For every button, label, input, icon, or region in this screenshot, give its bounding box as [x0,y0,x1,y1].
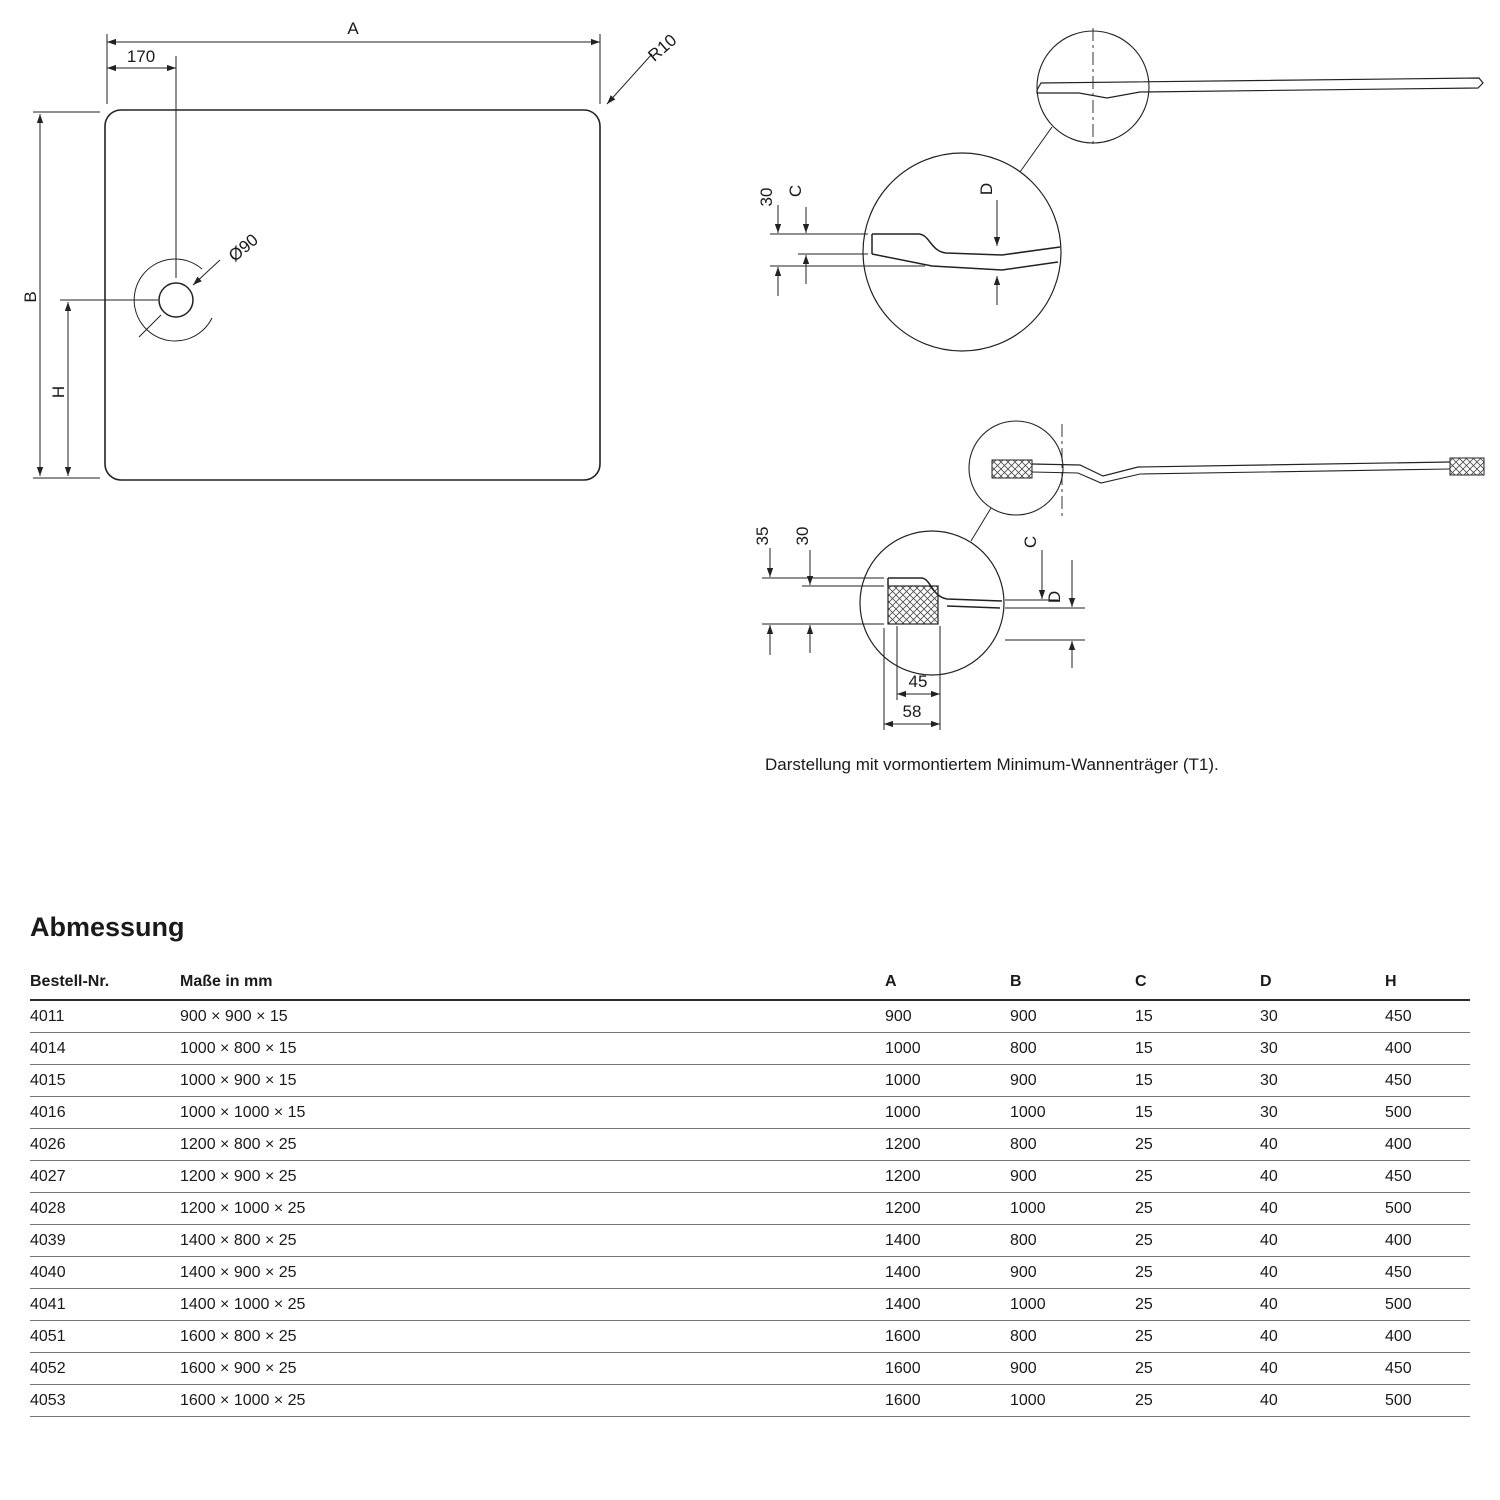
value-cell: 800 [1010,1321,1135,1353]
value-cell: 1000 × 800 × 15 [180,1033,885,1065]
value-cell: 1200 [885,1161,1010,1193]
order-number-cell: 4041 [30,1289,180,1321]
value-cell: 1000 [885,1033,1010,1065]
value-cell: 500 [1385,1289,1470,1321]
table-row [30,1321,1470,1353]
table-row [30,1161,1470,1193]
value-cell: 40 [1260,1129,1385,1161]
col-header-b: B [1010,967,1135,1000]
value-cell: 900 × 900 × 15 [180,1000,885,1033]
value-cell: 400 [1385,1225,1470,1257]
value-cell: 400 [1385,1033,1470,1065]
value-cell: 1000 × 1000 × 15 [180,1097,885,1129]
value-cell: 1600 [885,1385,1010,1417]
value-cell: 1400 [885,1289,1010,1321]
order-number-cell: 4027 [30,1161,180,1193]
value-cell: 25 [1135,1129,1260,1161]
value-cell: 1000 [885,1097,1010,1129]
value-cell: 15 [1135,1065,1260,1097]
dim-h-label: H [49,385,68,399]
value-cell: 25 [1135,1321,1260,1353]
value-cell: 25 [1135,1353,1260,1385]
col-header-c: C [1135,967,1260,1000]
value-cell: 15 [1135,1000,1260,1033]
detail-circle-large [863,153,1061,351]
value-cell: 40 [1260,1161,1385,1193]
value-cell: 1600 [885,1353,1010,1385]
value-cell: 1000 [1010,1289,1135,1321]
value-cell: 1400 × 800 × 25 [180,1225,885,1257]
value-cell: 1000 [885,1065,1010,1097]
value-cell: 1400 [885,1257,1010,1289]
order-number-cell: 4014 [30,1033,180,1065]
value-cell: 1000 × 900 × 15 [180,1065,885,1097]
value-cell: 1200 [885,1193,1010,1225]
value-cell: 1000 [1010,1193,1135,1225]
value-cell: 25 [1135,1289,1260,1321]
value-cell: 25 [1135,1161,1260,1193]
value-cell: 900 [885,1000,1010,1033]
order-number-cell: 4016 [30,1097,180,1129]
value-cell: 800 [1010,1129,1135,1161]
value-cell: 40 [1260,1225,1385,1257]
value-cell: 1600 × 900 × 25 [180,1353,885,1385]
order-number-cell: 4040 [30,1257,180,1289]
dim-r10-label: R10 [644,30,681,66]
table-row [30,1129,1470,1161]
value-cell: 500 [1385,1385,1470,1417]
value-cell: 40 [1260,1193,1385,1225]
value-cell: 1600 × 1000 × 25 [180,1385,885,1417]
table-row [30,1193,1470,1225]
order-number-cell: 4052 [30,1353,180,1385]
table-row [30,1385,1470,1417]
traeger-block-left [992,460,1032,478]
value-cell: 900 [1010,1353,1135,1385]
value-cell: 900 [1010,1257,1135,1289]
order-number-cell: 4015 [30,1065,180,1097]
dimensions-section [30,912,1470,1417]
value-cell: 1200 [885,1129,1010,1161]
dim-c-label-bottom: C [1021,535,1040,549]
value-cell: 500 [1385,1097,1470,1129]
drawing-caption: Darstellung mit vormontiertem Minimum-Wannenträger (T1). [765,755,1219,774]
value-cell: 25 [1135,1385,1260,1417]
value-cell: 1600 × 800 × 25 [180,1321,885,1353]
value-cell: 1200 × 1000 × 25 [180,1193,885,1225]
order-number-cell: 4051 [30,1321,180,1353]
value-cell: 1000 [1010,1097,1135,1129]
value-cell: 450 [1385,1065,1470,1097]
section-heading: Abmessung [30,912,185,942]
dim-d-label-bottom: D [1045,590,1064,604]
value-cell: 30 [1260,1033,1385,1065]
section-view-bottom [753,421,1484,774]
section-view-top [757,28,1483,351]
value-cell: 800 [1010,1033,1135,1065]
col-header-order-number: Bestell-Nr. [30,967,180,1000]
value-cell: 40 [1260,1353,1385,1385]
table-row [30,1225,1470,1257]
col-header-h: H [1385,967,1470,1000]
table-row [30,1033,1470,1065]
plan-view [21,19,680,480]
dimension-table [30,967,1470,1417]
value-cell: 900 [1010,1161,1135,1193]
table-row [30,1289,1470,1321]
value-cell: 30 [1260,1065,1385,1097]
value-cell: 450 [1385,1257,1470,1289]
order-number-cell: 4011 [30,1000,180,1033]
table-row [30,1353,1470,1385]
value-cell: 900 [1010,1065,1135,1097]
tray-profile [1037,78,1483,98]
col-header-a: A [885,967,1010,1000]
dim-35-label: 35 [753,526,772,546]
table-row [30,1097,1470,1129]
value-cell: 25 [1135,1193,1260,1225]
value-cell: 30 [1260,1097,1385,1129]
tray-outline [105,110,600,480]
table-row [30,1000,1470,1033]
value-cell: 1200 × 900 × 25 [180,1161,885,1193]
table-row [30,1257,1470,1289]
value-cell: 900 [1010,1000,1135,1033]
value-cell: 1400 × 1000 × 25 [180,1289,885,1321]
dim-45-label: 45 [908,672,928,691]
value-cell: 1400 × 900 × 25 [180,1257,885,1289]
table-header-row [30,967,1470,1000]
value-cell: 500 [1385,1193,1470,1225]
dim-d-label-top: D [977,182,996,196]
dim-a-label: A [347,19,359,38]
order-number-cell: 4053 [30,1385,180,1417]
traeger-block-right [1450,458,1484,475]
dimension-table-body [30,1000,1470,1417]
value-cell: 25 [1135,1225,1260,1257]
value-cell: 1600 [885,1321,1010,1353]
order-number-cell: 4039 [30,1225,180,1257]
value-cell: 450 [1385,1161,1470,1193]
value-cell: 40 [1260,1257,1385,1289]
order-number-cell: 4028 [30,1193,180,1225]
traeger-block-detail [888,586,938,624]
dim-30-label-bottom: 30 [793,526,812,546]
value-cell: 40 [1260,1289,1385,1321]
dim-30-label-top: 30 [757,187,776,207]
col-header-dimensions-mm: Maße in mm [180,967,885,1000]
dim-b-label: B [21,291,40,303]
col-header-d: D [1260,967,1385,1000]
value-cell: 25 [1135,1257,1260,1289]
value-cell: 450 [1385,1000,1470,1033]
order-number-cell: 4026 [30,1129,180,1161]
value-cell: 40 [1260,1385,1385,1417]
value-cell: 1200 × 800 × 25 [180,1129,885,1161]
dim-58-label: 58 [902,702,922,721]
value-cell: 15 [1135,1033,1260,1065]
value-cell: 30 [1260,1000,1385,1033]
value-cell: 400 [1385,1321,1470,1353]
dim-c-label-top: C [786,184,805,198]
dim-170-label: 170 [126,47,156,66]
value-cell: 450 [1385,1353,1470,1385]
value-cell: 1400 [885,1225,1010,1257]
value-cell: 40 [1260,1321,1385,1353]
value-cell: 15 [1135,1097,1260,1129]
value-cell: 400 [1385,1129,1470,1161]
value-cell: 1000 [1010,1385,1135,1417]
dim-drain-label: Ø90 [225,230,262,266]
value-cell: 800 [1010,1225,1135,1257]
table-row [30,1065,1470,1097]
